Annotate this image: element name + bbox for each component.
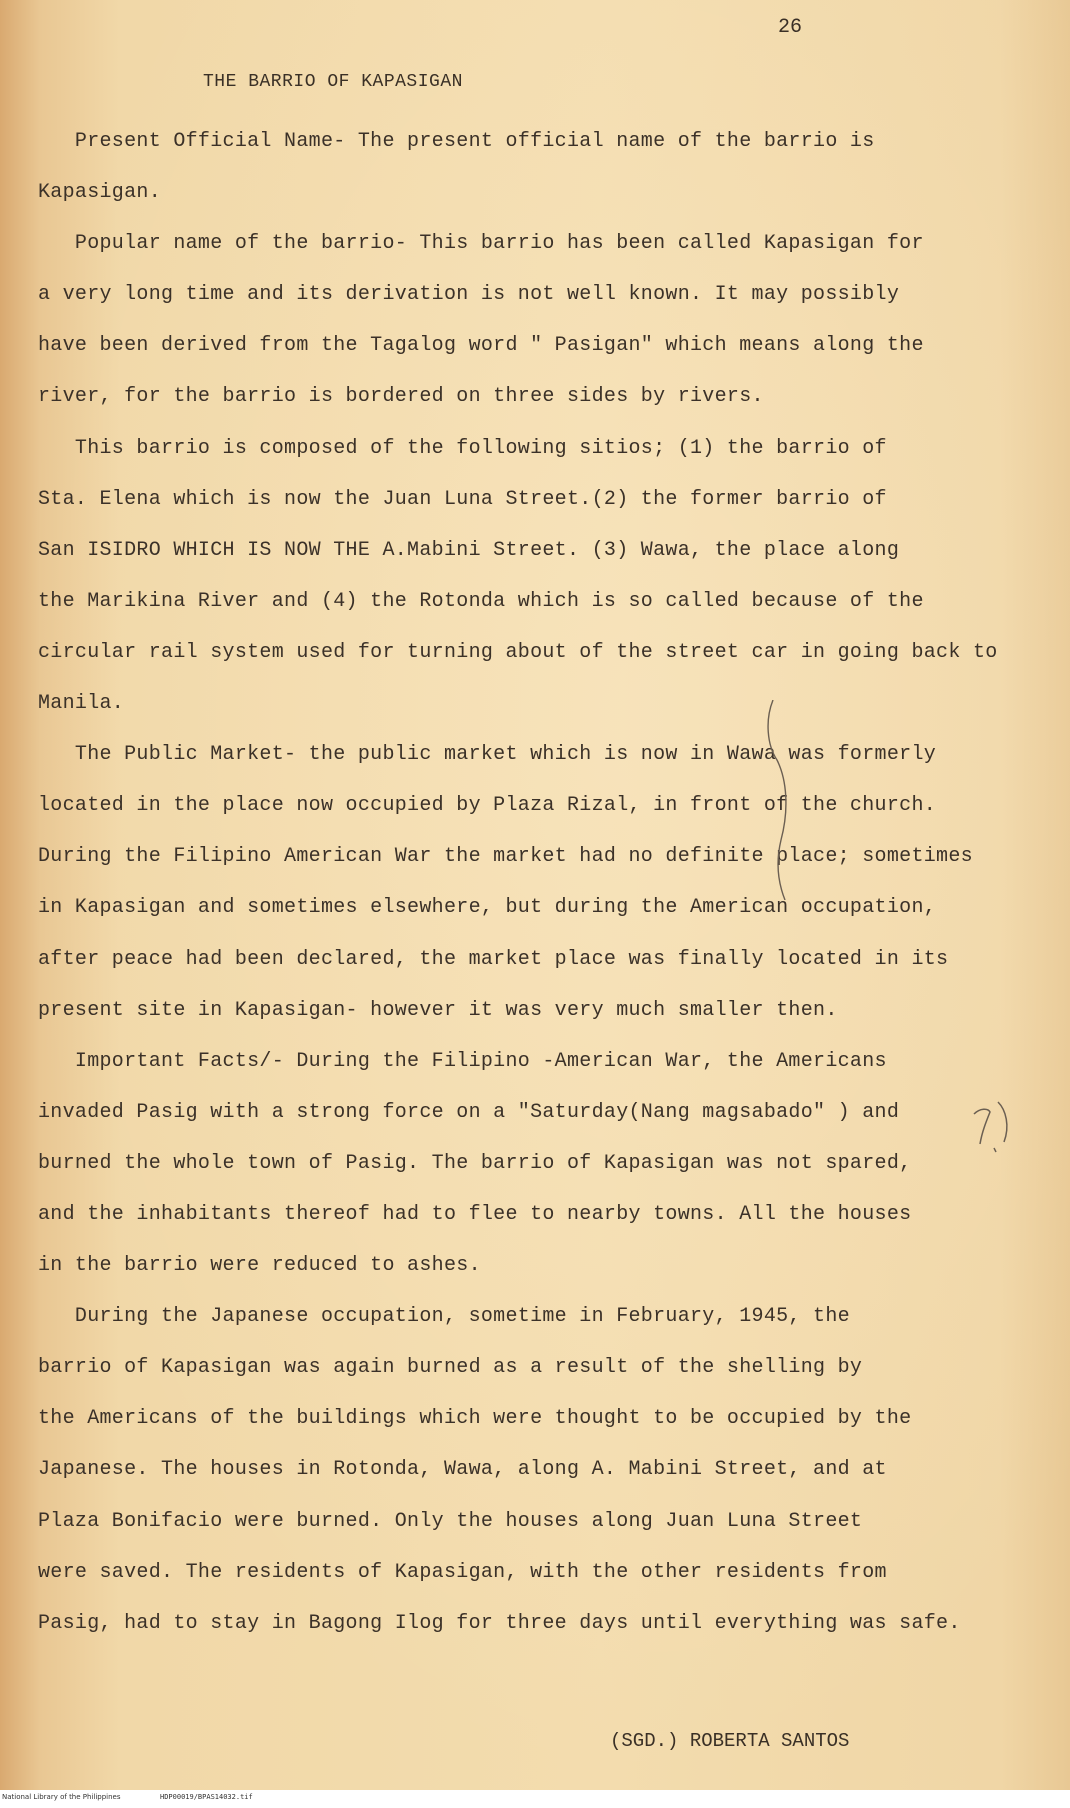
text-line: present site in Kapasigan- however it was very much smaller then. — [38, 998, 838, 1022]
text-line: after peace had been declared, the market place was finally located in its — [38, 947, 949, 971]
text-line: During the Japanese occupation, sometime in February, 1945, the — [38, 1305, 850, 1329]
text-line: San ISIDRO WHICH IS NOW THE A.Mabini Street. (3) Wawa, the place along — [38, 538, 900, 562]
text-line: the Americans of the buildings which were thought to be occupied by the — [38, 1407, 912, 1431]
text-line: a very long time and its derivation is not well known. It may possibly — [38, 283, 900, 307]
text-line: Japanese. The houses in Rotonda, Wawa, along A. Mabini Street, and at — [38, 1458, 887, 1482]
pencil-bracket-mark — [765, 700, 805, 900]
text-line: Plaza Bonifacio were burned. Only the houses along Juan Luna Street — [38, 1509, 863, 1533]
text-line: During the Filipino American War the market had no definite place; sometimes — [38, 845, 973, 869]
text-line: Kapasigan. — [38, 181, 162, 205]
text-line: located in the place now occupied by Plaza Rizal, in front of the church. — [38, 794, 937, 818]
text-line: the Marikina River and (4) the Rotonda which is so called because of the — [38, 589, 924, 613]
text-line: Sta. Elena which is now the Juan Luna Street.(2) the former barrio of — [38, 487, 887, 511]
text-line: Manila. — [38, 692, 125, 716]
margin-annotation-mark — [970, 1100, 1020, 1160]
text-line: The Public Market- the public market which is now in Wawa was formerly — [38, 743, 937, 767]
page-number: 26 — [778, 16, 803, 39]
text-line: Important Facts/- During the Filipino -American War, the Americans — [38, 1049, 887, 1073]
footer-file-id: HDP00019/BPAS14032.tif — [160, 1793, 253, 1801]
footer-strip — [0, 1790, 1070, 1808]
text-line: barrio of Kapasigan was again burned as a result of the shelling by — [38, 1356, 863, 1380]
footer-library-name: National Library of the Philippines — [2, 1793, 121, 1801]
text-line: in the barrio were reduced to ashes. — [38, 1254, 481, 1278]
text-line: Pasig, had to stay in Bagong Ilog for three days until everything was safe. — [38, 1611, 961, 1635]
text-line: invaded Pasig with a strong force on a "Saturday(Nang magsabado" ) and — [38, 1100, 900, 1124]
text-line: circular rail system used for turning about of the street car in going back to — [38, 640, 998, 664]
text-line: Popular name of the barrio- This barrio has been called Kapasigan for — [38, 232, 924, 256]
text-line: river, for the barrio is bordered on three sides by rivers. — [38, 385, 764, 409]
text-line: were saved. The residents of Kapasigan, with the other residents from — [38, 1560, 887, 1584]
document-title: THE BARRIO OF KAPASIGAN — [203, 72, 463, 92]
body-text — [38, 116, 1048, 1649]
text-line: have been derived from the Tagalog word " Pasigan" which means along the — [38, 334, 924, 358]
text-line: burned the whole town of Pasig. The barrio of Kapasigan was not spared, — [38, 1151, 912, 1175]
text-line: in Kapasigan and sometimes elsewhere, but during the American occupation, — [38, 896, 937, 920]
text-line: This barrio is composed of the following sitios; (1) the barrio of — [38, 436, 887, 460]
text-line: Present Official Name- The present official name of the barrio is — [38, 130, 875, 153]
text-line: and the inhabitants thereof had to flee to nearby towns. All the houses — [38, 1202, 912, 1226]
signature-line: (SGD.) ROBERTA SANTOS — [610, 1730, 850, 1752]
